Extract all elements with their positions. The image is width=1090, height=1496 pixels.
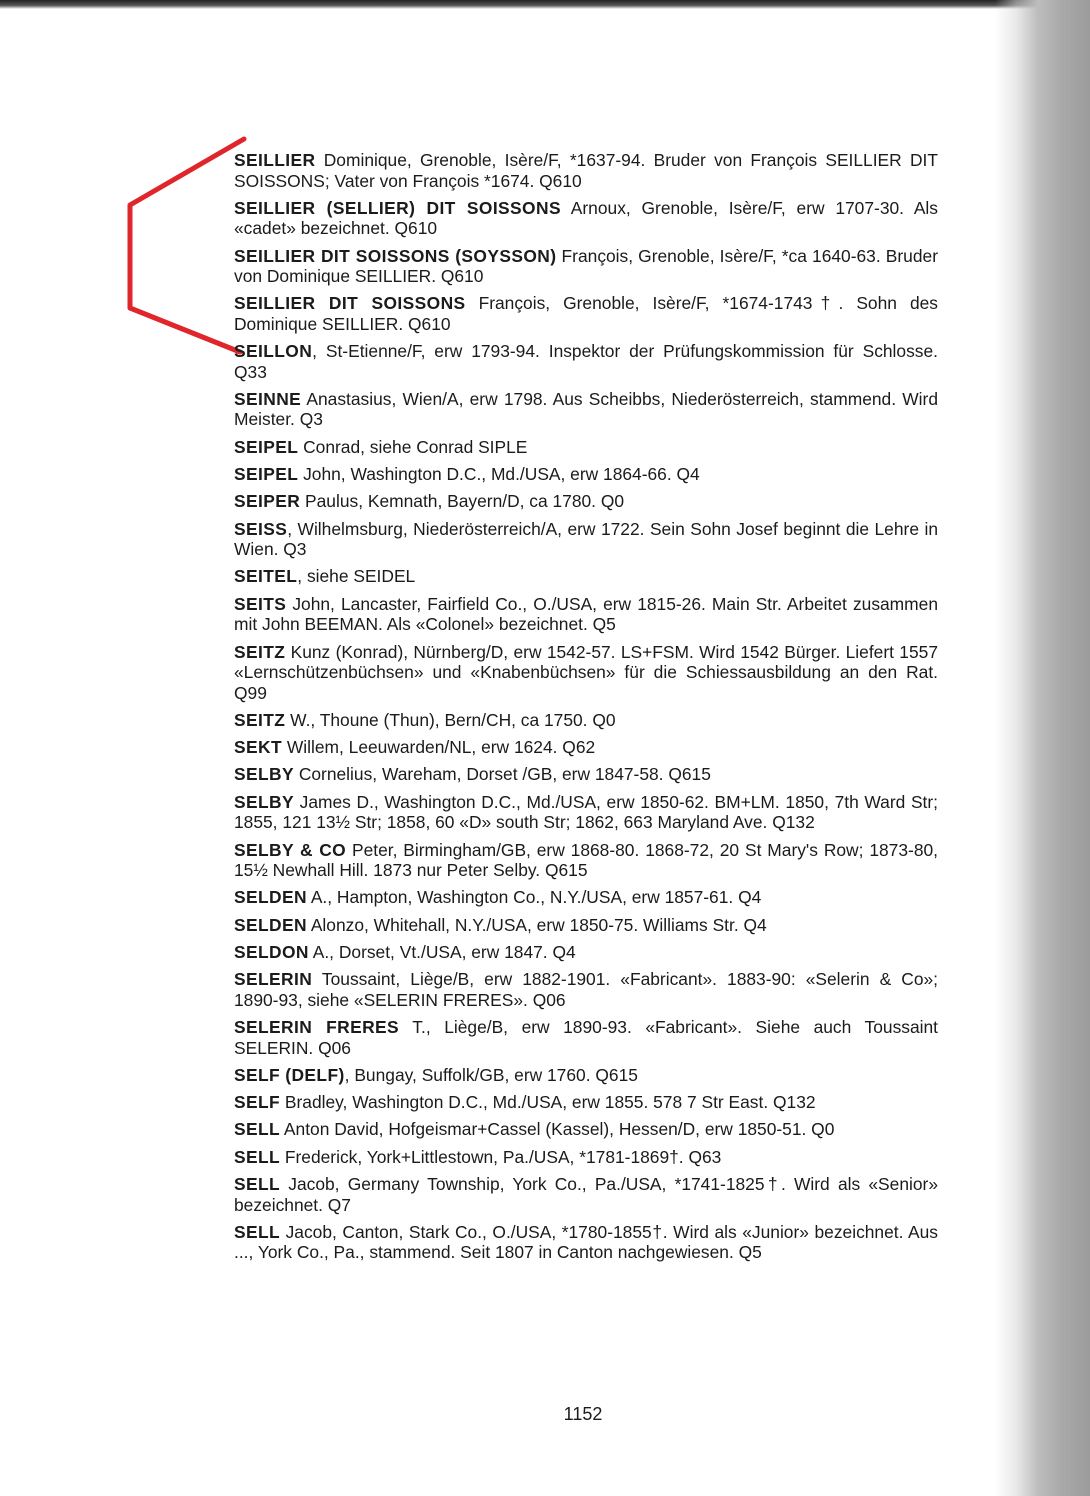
entry-name: SELBY <box>234 764 294 785</box>
entry-text: James D., Washington D.C., Md./USA, erw 1850-62. BM+LM. 1850, 7th Ward Str; 1855, 121 13½ Str; 1858, 60 «D» south Str; 1862, 663 Maryland Ave. Q132 <box>234 791 938 833</box>
entry-text: John, Lancaster, Fairfield Co., O./USA, erw 1815-26. Main Str. Arbeitet zusammen mit John BEEMAN. Als «Colonel» bezeichnet. Q5 <box>234 593 938 635</box>
entry-text: Jacob, Germany Township, York Co., Pa./USA, *1741-1825†. Wird als «Senior» bezeichnet. Q7 <box>234 1174 938 1215</box>
entry-name: SEILLIER DIT SOISSONS (SOYSSON) <box>234 245 557 266</box>
entry-text: , Wilhelmsburg, Niederösterreich/A, erw 1722. Sein Sohn Josef beginnt die Lehre in Wien. Q3 <box>234 518 938 560</box>
dictionary-entry <box>234 915 938 936</box>
entry-text: W., Thoune (Thun), Bern/CH, ca 1750. Q0 <box>285 709 616 730</box>
dictionary-entry <box>234 293 938 334</box>
entry-name: SEITS <box>234 593 287 614</box>
dictionary-entry <box>234 464 938 485</box>
entry-name: SELDEN <box>234 887 307 908</box>
entry-text: Dominique, Grenoble, Isère/F, *1637-94. Bruder von François SEILLIER DIT SOISSONS; Vater von François *1674. Q610 <box>234 150 938 191</box>
entry-text: , St-Etienne/F, erw 1793-94. Inspektor der Prüfungskommission für Schlosse. Q33 <box>234 341 938 382</box>
entry-name: SELL <box>234 1146 281 1167</box>
entry-name: SELBY & CO <box>234 839 347 860</box>
dictionary-entry <box>234 519 938 560</box>
entry-text: Jacob, Canton, Stark Co., O./USA, *1780-1855†. Wird als «Junior» bezeichnet. Aus ..., York Co., Pa., stammend. Seit 1807 in Canton nachgewiesen. Q5 <box>234 1221 938 1263</box>
entry-name: SELL <box>234 1119 281 1140</box>
entry-name: SELERIN <box>234 969 313 990</box>
entry-text: Frederick, York+Littlestown, Pa./USA, *1781-1869†. Q63 <box>280 1146 722 1167</box>
entry-text: A., Hampton, Washington Co., N.Y./USA, erw 1857-61. Q4 <box>306 887 762 908</box>
entry-name: SEIPEL <box>234 436 299 457</box>
entry-name: SEISS <box>234 518 288 539</box>
dictionary-entry <box>234 942 938 963</box>
entry-text: Conrad, siehe Conrad SIPLE <box>298 436 528 457</box>
dictionary-entry <box>234 389 938 430</box>
dictionary-entry <box>234 246 938 287</box>
entry-text: Anton David, Hofgeismar+Cassel (Kassel), Hessen/D, erw 1850-51. Q0 <box>280 1119 835 1140</box>
entry-name: SELERIN FRERES <box>234 1017 400 1038</box>
entry-text: Kunz (Konrad), Nürnberg/D, erw 1542-57. LS+FSM. Wird 1542 Bürger. Liefert 1557 «Lernschützenbüchsen» und «Knabenbüchsen» für die Schiessausbildung an den Rat. Q99 <box>234 641 938 703</box>
entry-text: , siehe SEIDEL <box>297 566 416 587</box>
entry-text: Willem, Leeuwarden/NL, erw 1624. Q62 <box>281 737 596 758</box>
entry-name: SEIPER <box>234 491 301 512</box>
dictionary-entry <box>234 737 938 758</box>
entry-name: SELDEN <box>234 914 307 935</box>
dictionary-entry <box>234 437 938 458</box>
dictionary-entry <box>234 840 938 881</box>
entry-text: A., Dorset, Vt./USA, erw 1847. Q4 <box>308 941 576 962</box>
entry-name: SELL <box>234 1174 281 1195</box>
entry-text: , Bungay, Suffolk/GB, erw 1760. Q615 <box>344 1064 638 1085</box>
dictionary-entry <box>234 1222 938 1263</box>
dictionary-entry <box>234 1174 938 1215</box>
entry-text: Alonzo, Whitehall, N.Y./USA, erw 1850-75. Williams Str. Q4 <box>306 914 767 935</box>
entry-text: John, Washington D.C., Md./USA, erw 1864-66. Q4 <box>298 464 700 485</box>
dictionary-entry <box>234 594 938 635</box>
entry-text: François, Grenoble, Isère/F, *1674-1743†. Sohn des Dominique SEILLIER. Q610 <box>234 293 939 334</box>
dictionary-entry <box>234 341 938 382</box>
entry-name: SEILLIER DIT SOISSONS <box>234 293 466 314</box>
dictionary-entry <box>234 566 938 587</box>
dictionary-entry <box>234 198 938 239</box>
entry-name: SEITEL <box>234 566 298 587</box>
book-gutter-shadow <box>995 0 1090 1496</box>
red-bracket-line <box>130 139 244 352</box>
entry-text: Peter, Birmingham/GB, erw 1868-80. 1868-72, 20 St Mary's Row; 1873-80, 15½ Newhall Hill. 1873 nur Peter Selby. Q615 <box>234 839 938 881</box>
entry-text: Bradley, Washington D.C., Md./USA, erw 1855. 578 7 Str East. Q132 <box>280 1092 816 1113</box>
dictionary-entries <box>234 150 938 1270</box>
entry-name: SEITZ <box>234 641 286 662</box>
entry-name: SEILLIER <box>234 150 316 170</box>
dictionary-entry <box>234 150 938 191</box>
entry-name: SELF <box>234 1092 281 1113</box>
dictionary-entry <box>234 792 938 833</box>
entry-name: SELBY <box>234 791 294 812</box>
dictionary-entry <box>234 764 938 785</box>
entry-text: Arnoux, Grenoble, Isère/F, erw 1707-30. Als «cadet» bezeichnet. Q610 <box>234 197 938 239</box>
entry-text: Paulus, Kemnath, Bayern/D, ca 1780. Q0 <box>300 491 625 512</box>
entry-name: SELL <box>234 1221 281 1242</box>
entry-name: SEITZ <box>234 709 286 730</box>
dictionary-entry <box>234 642 938 704</box>
entry-name: SEKT <box>234 737 282 758</box>
entry-name: SEIPEL <box>234 464 299 485</box>
entry-name: SELDON <box>234 941 309 962</box>
entry-name: SEILLIER (SELLIER) DIT SOISSONS <box>234 197 561 218</box>
dictionary-entry <box>234 887 938 908</box>
dictionary-entry <box>234 1017 938 1058</box>
entry-text: T., Liège/B, erw 1890-93. «Fabricant». Siehe auch Toussaint SELERIN. Q06 <box>234 1017 938 1058</box>
dictionary-entry <box>234 1119 938 1140</box>
dictionary-entry <box>234 1065 938 1086</box>
dictionary-entry <box>234 491 938 512</box>
dictionary-entry <box>234 710 938 731</box>
dictionary-entry <box>234 1092 938 1113</box>
entry-text: François, Grenoble, Isère/F, *ca 1640-63. Bruder von Dominique SEILLIER. Q610 <box>234 245 938 287</box>
page-number: 1152 <box>563 1404 603 1424</box>
entry-name: SEINNE <box>234 388 302 409</box>
entry-text: Cornelius, Wareham, Dorset /GB, erw 1847-58. Q615 <box>293 764 711 785</box>
entry-name: SEILLON <box>234 341 313 362</box>
dictionary-entry <box>234 969 938 1010</box>
entry-text: Toussaint, Liège/B, erw 1882-1901. «Fabricant». 1883-90: «Selerin & Co»; 1890-93, siehe «SELERIN FRERES». Q06 <box>234 969 938 1010</box>
dictionary-entry <box>234 1147 938 1168</box>
entry-text: Anastasius, Wien/A, erw 1798. Aus Scheibbs, Niederösterreich, stammend. Wird Meister. Q3 <box>234 388 938 430</box>
entry-name: SELF (DELF) <box>234 1064 345 1085</box>
